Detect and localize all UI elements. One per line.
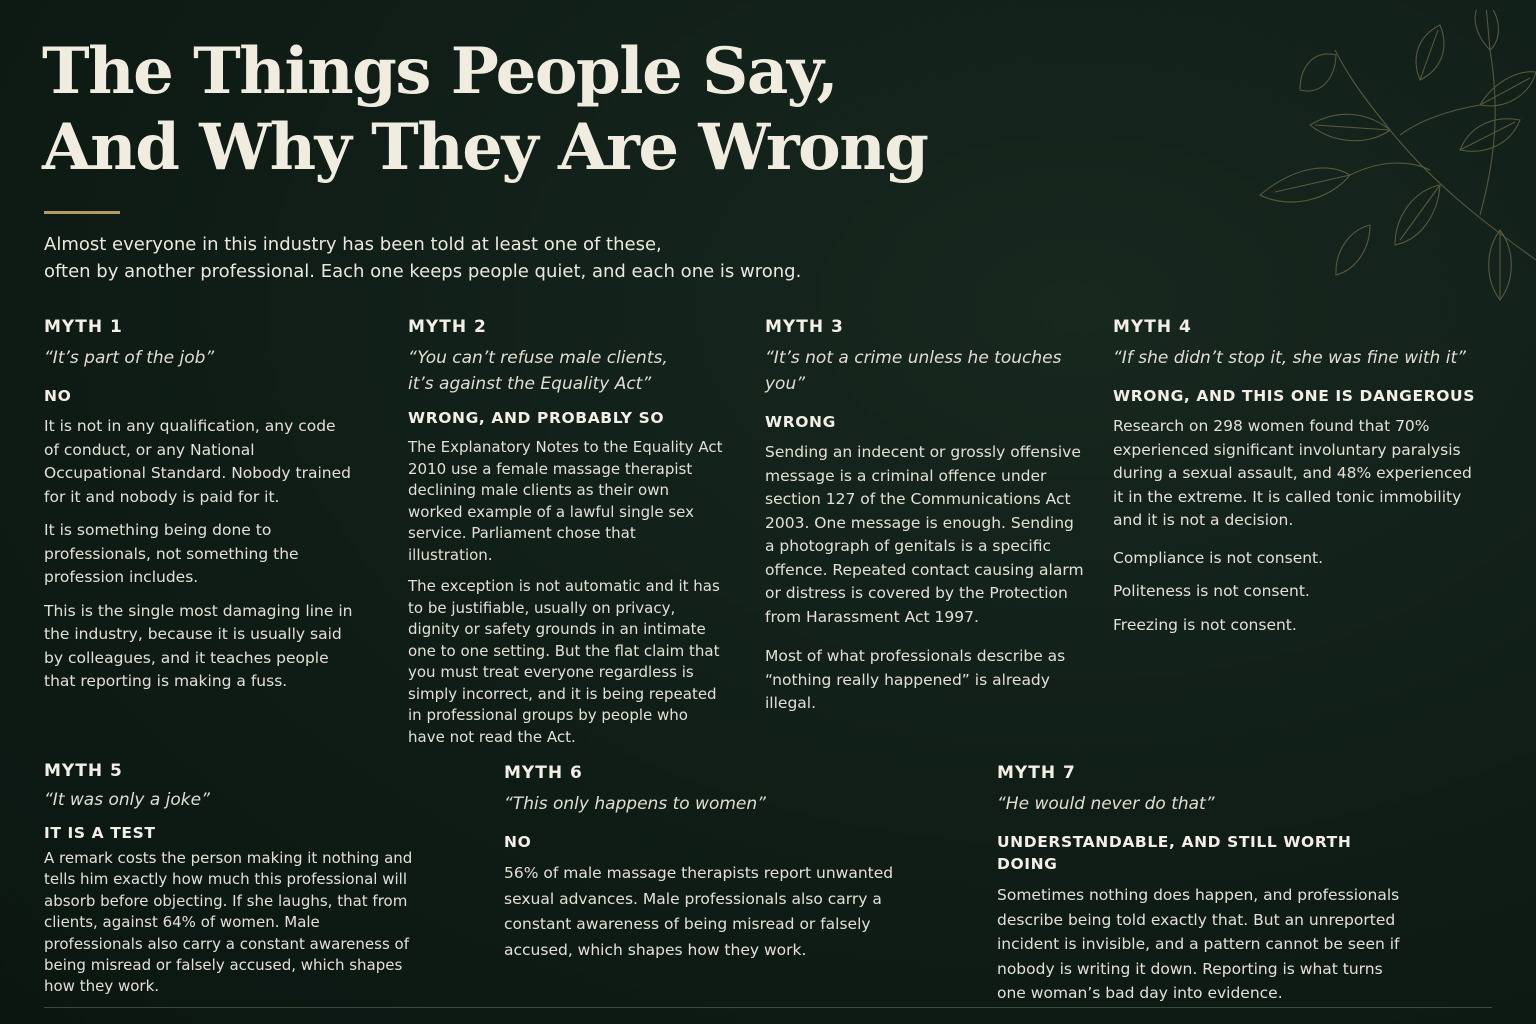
myth-quote xyxy=(997,791,1412,817)
myth-quote-line: “It was only a joke” xyxy=(44,790,210,810)
myth-2-section xyxy=(408,316,724,748)
myth-label: MYTH 3 xyxy=(765,317,844,337)
intro-line-1: Almost everyone in this industry has been told at least one of these, xyxy=(44,234,662,255)
myth-paragraph: This is the single most damaging line in the industry, because it is usually said by colleagues, and it teaches people that reporting is making a fuss. xyxy=(44,601,353,690)
page-title xyxy=(42,34,1042,186)
myth-paragraph: The exception is not automatic and it has to be justifiable, usually on privacy, dignity or safety grounds in an intimate one to one setting. But the flat claim that you must treat everyone regardless is simply incorrect, and it is being repeated in professional groups by people who have not read the Act. xyxy=(408,577,720,746)
intro-line-2: often by another professional. Each one keeps people quiet, and each one is wrong. xyxy=(44,261,802,282)
footer-divider xyxy=(44,1007,1492,1008)
myth-verdict: WRONG xyxy=(765,413,836,431)
title-line-2: And Why They Are Wrong xyxy=(42,110,928,185)
myth-quote-line: it’s against the Equality Act” xyxy=(408,374,652,394)
myth-quote-line: “It’s not a crime unless he touches you” xyxy=(765,348,1062,394)
myth-verdict: IT IS A TEST xyxy=(44,824,156,842)
myth-paragraph: It is not in any qualification, any code of conduct, or any National Occupational Standard. Nobody trained for it and nobody is paid for it. xyxy=(44,417,351,506)
myth-paragraph: Sometimes nothing does happen, and professionals describe being told exactly that. But an unreported incident is invisible, and a pattern cannot be seen if nobody is writing it down. Reporting is what turns one woman’s bad day into evidence. xyxy=(997,886,1400,1002)
myth-label: MYTH 1 xyxy=(44,317,123,337)
myth-paragraph: A remark costs the person making it nothing and tells him exactly how much this professional will absorb before objecting. If she laughs, that from clients, against 64% of women. Male professionals also carry a constant awareness of being misread or falsely accused, which shapes how they work. xyxy=(44,849,413,996)
myth-quote xyxy=(408,345,724,397)
myth-paragraph: Most of what professionals describe as “nothing really happened” is already illegal. xyxy=(765,647,1066,712)
myth-quote xyxy=(504,791,894,817)
myth-quote xyxy=(44,787,414,813)
myth-quote-line: “You can’t refuse male clients, xyxy=(408,348,668,368)
myth-quote xyxy=(765,345,1085,397)
myth-verdict: NO xyxy=(44,387,72,405)
myth-label: MYTH 5 xyxy=(44,761,123,781)
myth-paragraph: Freezing is not consent. xyxy=(1113,615,1297,634)
title-line-1: The Things People Say, xyxy=(42,34,838,109)
myth-3-section xyxy=(765,316,1085,716)
myth-label: MYTH 2 xyxy=(408,317,487,337)
title-accent-rule xyxy=(44,211,120,214)
myth-verdict: WRONG, AND PROBABLY SO xyxy=(408,409,665,427)
myth-quote-line: “It’s part of the job” xyxy=(44,348,215,368)
myth-quote-line: “If she didn’t stop it, she was fine with it” xyxy=(1113,348,1466,368)
myth-verdict: NO xyxy=(504,833,532,851)
myth-paragraph: Politeness is not consent. xyxy=(1113,582,1310,600)
myth-1-section xyxy=(44,316,354,694)
myth-quote-line: “He would never do that” xyxy=(997,794,1215,814)
myth-7-section xyxy=(997,762,1412,1006)
myth-label: MYTH 4 xyxy=(1113,317,1192,337)
leaf-branch-icon xyxy=(1150,10,1536,310)
myth-paragraph: 56% of male massage therapists report unwanted sexual advances. Male professionals also carry a constant awareness of being misread or falsely accused, which shapes how they work. xyxy=(504,864,894,959)
myth-paragraph: It is something being done to professionals, not something the profession includes. xyxy=(44,521,299,586)
myth-paragraph: Sending an indecent or grossly offensive message is a criminal offence under section 127 of the Communications Act 2003. One message is enough. Sending a photograph of genitals is a specific offence. Repeated contact causing alarm or distress is covered by the Protection from Harassment Act 1997. xyxy=(765,443,1084,626)
myth-4-section xyxy=(1113,316,1485,637)
myth-6-section xyxy=(504,762,894,963)
myth-label: MYTH 7 xyxy=(997,763,1076,783)
intro-text xyxy=(44,231,864,285)
myth-verdict: UNDERSTANDABLE, AND STILL WORTH DOING xyxy=(997,833,1352,873)
myth-paragraph: The Explanatory Notes to the Equality Act 2010 use a female massage therapist declining male clients as their own worked example of a lawful single sex service. Parliament chose that illustration. xyxy=(408,438,723,564)
myth-5-section xyxy=(44,760,414,998)
myth-verdict: WRONG, AND THIS ONE IS DANGEROUS xyxy=(1113,387,1475,405)
myth-label: MYTH 6 xyxy=(504,763,583,783)
myth-quote xyxy=(44,345,354,371)
myth-quote-line: “This only happens to women” xyxy=(504,794,766,814)
myth-quote xyxy=(1113,345,1485,371)
myth-paragraph: Research on 298 women found that 70% experienced significant involuntary paralysis during a sexual assault, and 48% experienced it in the extreme. It is called tonic immobility and it is not a decision. xyxy=(1113,417,1472,529)
myth-paragraph: Compliance is not consent. xyxy=(1113,548,1324,567)
